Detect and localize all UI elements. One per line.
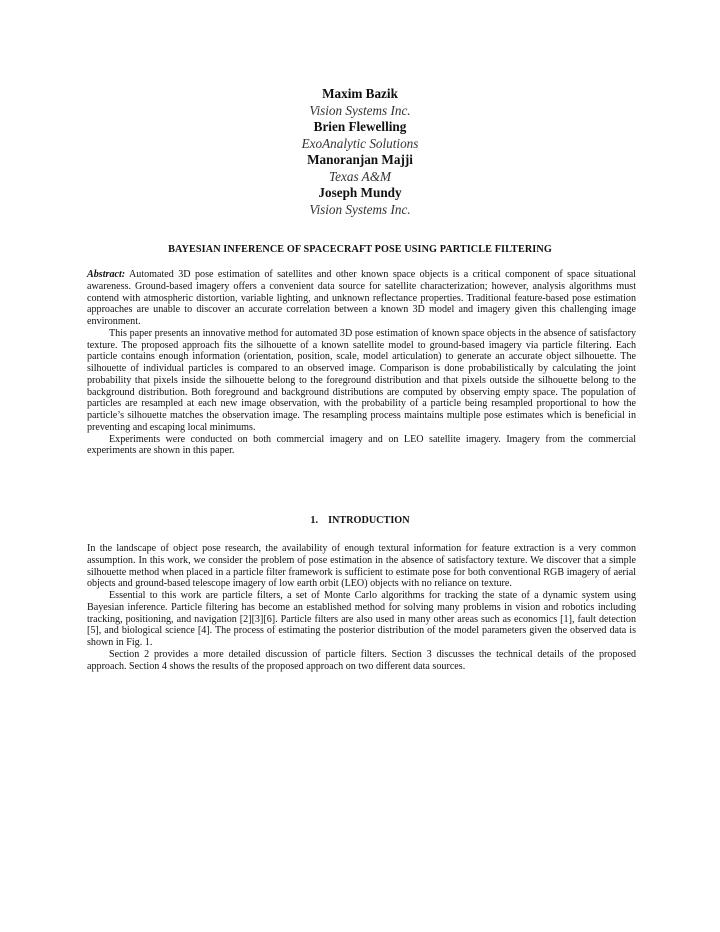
abstract	[87, 269, 636, 457]
abstract-paragraph: Experiments were conducted on both commercial imagery and on LEO satellite imagery. Imagery from the commercial experiments are shown in this paper.	[87, 433, 636, 457]
author-name: Brien Flewelling	[313, 119, 407, 134]
abstract-paragraph	[87, 269, 636, 328]
author-affiliation: Vision Systems Inc.	[309, 102, 411, 118]
section-title: INTRODUCTION	[328, 515, 410, 526]
author-name: Manoranjan Majji	[307, 152, 413, 167]
section-number: 1.	[310, 515, 319, 526]
abstract-paragraph: This paper presents an innovative method for automated 3D pose estimation of known space objects in the absence of satisfactory texture. The proposed approach fits the silhouette of a known satellite model to ground-based imagery via particle filtering. Each particle contains enough information (orientation, position, scale, model articulation) to generate an accurate object silhouette. The silhouette of individual particles is compared to an observed image. Comparison is done probabilistically by calculating the joint probability that pixels inside the silhouette belong to the foreground distribution and that pixels outside the silhouette belong to the background distribution. Both foreground and background distributions are computed by observing empty space. The population of particles are resampled at each new image observation, with the probability of a particle being resampled proportional to how the particle’s silhouette matches the observation image. The resampling process maintains multiple pose estimates which is beneficial in preventing and escaping local minimums.	[87, 327, 636, 433]
body-paragraph: Section 2 provides a more detailed discussion of particle filters. Section 3 discusses the technical details of the proposed approach. Section 4 shows the results of the proposed approach on two different data sources.	[87, 648, 636, 672]
author-affiliation: ExoAnalytic Solutions	[301, 135, 419, 151]
section-heading-introduction	[0, 515, 720, 526]
body-paragraph: Essential to this work are particle filters, a set of Monte Carlo algorithms for tracking the state of a dynamic system using Bayesian inference. Particle filtering has become an established method for solving many problems in vision and robotics including tracking, positioning, and navigation [2][3][6]. Particle filters are also used in many other areas such as economics [1], fault detection [5], and biological science [4]. The process of estimating the posterior distribution of the model parameters given the observed data is shown in Fig. 1.	[87, 590, 636, 648]
body-paragraph: In the landscape of object pose research, the availability of enough textural information for feature extraction is a very common assumption. In this work, we consider the problem of pose estimation in the absence of satisfactory texture. We discover that a simple silhouette method when placed in a particle filter framework is sufficient to estimate pose for both conventional RGB imagery of aerial objects and ground-based telescope imagery of low earth orbit (LEO) objects with no reliance on texture.	[87, 543, 636, 590]
author-name: Maxim Bazik	[322, 86, 398, 101]
author-block	[0, 86, 720, 218]
abstract-text: Automated 3D pose estimation of satellites and other known space objects is a critical component of space situational awareness. Ground-based imagery offers a convenient data source for satellite characterization; however, analysis algorithms must contend with atmospheric distortion, variable lighting, and unknown reflectance properties. Traditional feature-based pose estimation approaches are unable to discover an accurate correlation between a known 3D model and imagery given this challenging image environment.	[87, 269, 636, 327]
author-affiliation: Texas A&M	[329, 168, 391, 184]
abstract-label: Abstract:	[87, 269, 126, 280]
introduction-body	[87, 543, 636, 672]
author-name: Joseph Mundy	[318, 185, 402, 200]
author-affiliation: Vision Systems Inc.	[309, 201, 411, 217]
paper-title: BAYESIAN INFERENCE OF SPACECRAFT POSE USING PARTICLE FILTERING	[168, 244, 552, 255]
